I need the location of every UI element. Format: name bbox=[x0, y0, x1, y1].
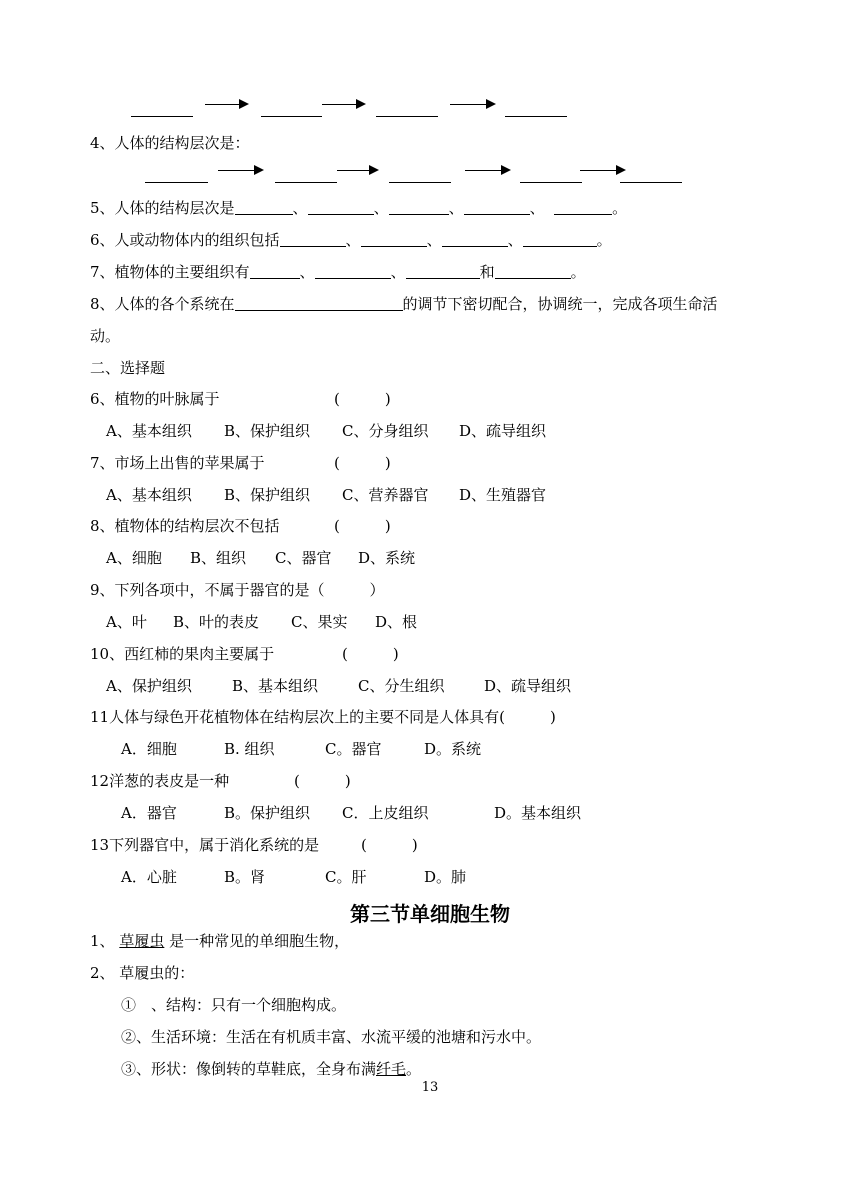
option-d[interactable]: D、根 bbox=[375, 613, 418, 631]
answer-paren[interactable]: ( ) bbox=[334, 454, 391, 472]
question-5 bbox=[90, 198, 627, 218]
question-stem: 12洋葱的表皮是一种 bbox=[90, 772, 230, 790]
blank-line bbox=[389, 182, 451, 183]
separator: 、 bbox=[507, 231, 523, 249]
option-b[interactable]: B、叶的表皮 bbox=[173, 613, 260, 631]
q7-and: 和 bbox=[479, 263, 495, 281]
option-a[interactable]: A、叶 bbox=[106, 613, 147, 631]
option-c[interactable]: C、营养器官 bbox=[342, 486, 429, 504]
option-c[interactable]: C、分身组织 bbox=[342, 422, 429, 440]
item-end: 。 bbox=[406, 1060, 422, 1078]
separator: 、 bbox=[345, 231, 361, 249]
option-c[interactable]: C、分生组织 bbox=[358, 677, 445, 695]
answer-blank[interactable] bbox=[308, 200, 374, 215]
option-b[interactable]: B、组织 bbox=[190, 549, 247, 567]
option-a[interactable]: A、基本组织 bbox=[106, 422, 192, 440]
q8-rest: 的调节下密切配合，协调统一，完成各项生命活 bbox=[402, 295, 718, 313]
question-stem: 13下列器官中，属于消化系统的是 bbox=[90, 836, 320, 854]
option-a[interactable]: A、保护组织 bbox=[106, 677, 192, 695]
item-text: 是一种常见的单细胞生物， bbox=[169, 932, 350, 950]
q7-end: 。 bbox=[570, 263, 586, 281]
option-a[interactable]: A．心脏 bbox=[121, 868, 177, 886]
option-d[interactable]: D。系统 bbox=[424, 740, 482, 758]
item-text: ③、形状：像倒转的草鞋底，全身布满 bbox=[121, 1060, 377, 1078]
question-stem: 6、植物的叶脉属于 bbox=[90, 390, 220, 408]
question-7-fill bbox=[90, 262, 586, 282]
option-a[interactable]: A．细胞 bbox=[121, 740, 177, 758]
blank-line bbox=[620, 182, 682, 183]
option-d[interactable]: D、生殖器官 bbox=[459, 486, 547, 504]
blank-line bbox=[520, 182, 582, 183]
answer-blank[interactable] bbox=[235, 296, 403, 311]
underlined-term: 草履虫 bbox=[119, 932, 165, 950]
question-stem: 8、植物体的结构层次不包括 bbox=[90, 517, 280, 535]
section3-line-1 bbox=[90, 931, 349, 951]
option-d[interactable]: D、系统 bbox=[358, 549, 416, 567]
question-stem: 11人体与绿色开花植物体在结构层次上的主要不同是人体具有( ) bbox=[90, 708, 556, 726]
q5-end: 。 bbox=[612, 199, 628, 217]
item-number: 1、 bbox=[90, 932, 115, 950]
section3-line-2: 2、 草履虫的： bbox=[90, 964, 195, 982]
arrow-right-icon bbox=[337, 170, 377, 171]
separator: 、 bbox=[292, 199, 308, 217]
blank-line bbox=[505, 116, 567, 117]
underlined-term: 纤毛 bbox=[376, 1060, 407, 1078]
blank-line bbox=[376, 116, 438, 117]
answer-paren[interactable]: ( ) bbox=[294, 772, 351, 790]
question-stem: 9、下列各项中，不属于器官的是（ ） bbox=[90, 581, 385, 599]
blank-line bbox=[275, 182, 337, 183]
separator: 、 bbox=[448, 199, 464, 217]
q7-text: 7、植物体的主要组织有 bbox=[90, 263, 250, 281]
answer-blank[interactable] bbox=[389, 200, 449, 215]
section3-line-4: ②、生活环境：生活在有机质丰富、水流平缓的池塘和污水中。 bbox=[121, 1028, 542, 1046]
option-b[interactable]: B、基本组织 bbox=[232, 677, 319, 695]
arrow-right-icon bbox=[580, 170, 624, 171]
arrow-right-icon bbox=[465, 170, 509, 171]
option-a[interactable]: A、细胞 bbox=[106, 549, 162, 567]
option-b[interactable]: B。保护组织 bbox=[224, 804, 311, 822]
option-c[interactable]: C。器官 bbox=[325, 740, 382, 758]
section-title: 第三节单细胞生物 bbox=[350, 902, 510, 926]
option-a[interactable]: A．器官 bbox=[121, 804, 177, 822]
arrow-right-icon bbox=[218, 170, 262, 171]
question-8-cont: 动。 bbox=[90, 327, 121, 345]
page-number: 13 bbox=[421, 1080, 439, 1095]
arrow-right-icon bbox=[450, 104, 494, 105]
question-stem: 10、西红柿的果肉主要属于 bbox=[90, 645, 275, 663]
option-b[interactable]: B. 组织 bbox=[224, 740, 275, 758]
question-6-fill bbox=[90, 230, 612, 250]
section3-line-5 bbox=[121, 1059, 421, 1079]
option-c[interactable]: C、器官 bbox=[275, 549, 332, 567]
option-d[interactable]: D。肺 bbox=[424, 868, 467, 886]
option-b[interactable]: B、保护组织 bbox=[224, 422, 311, 440]
question-4: 4、人体的结构层次是： bbox=[90, 134, 250, 152]
answer-blank[interactable] bbox=[442, 232, 508, 247]
option-b[interactable]: B、保护组织 bbox=[224, 486, 311, 504]
option-a[interactable]: A、基本组织 bbox=[106, 486, 192, 504]
separator: 、 bbox=[373, 199, 389, 217]
option-d[interactable]: D、疏导组织 bbox=[484, 677, 572, 695]
separator: 、 bbox=[426, 231, 442, 249]
answer-blank[interactable] bbox=[464, 200, 530, 215]
answer-blank[interactable] bbox=[523, 232, 597, 247]
q6-end: 。 bbox=[596, 231, 612, 249]
choice-section-heading: 二、选择题 bbox=[90, 359, 166, 377]
blank-line bbox=[261, 116, 322, 117]
answer-blank[interactable] bbox=[280, 232, 346, 247]
q5-text: 5、人体的结构层次是 bbox=[90, 199, 235, 217]
option-c[interactable]: C、果实 bbox=[291, 613, 348, 631]
arrow-right-icon bbox=[322, 104, 364, 105]
separator: 、 bbox=[299, 263, 315, 281]
answer-blank[interactable] bbox=[361, 232, 427, 247]
separator: 、 bbox=[529, 199, 545, 217]
answer-blank[interactable] bbox=[250, 264, 300, 279]
option-b[interactable]: B。肾 bbox=[224, 868, 266, 886]
question-stem: 7、市场上出售的苹果属于 bbox=[90, 454, 265, 472]
answer-paren[interactable]: ( ) bbox=[342, 645, 399, 663]
q8-text: 8、人体的各个系统在 bbox=[90, 295, 235, 313]
answer-blank[interactable] bbox=[235, 200, 293, 215]
option-c[interactable]: C。肝 bbox=[325, 868, 367, 886]
option-c[interactable]: C．上皮组织 bbox=[342, 804, 429, 822]
question-8-fill bbox=[90, 294, 718, 314]
blank-line bbox=[131, 116, 193, 117]
answer-blank[interactable] bbox=[406, 264, 480, 279]
answer-paren[interactable]: ( ) bbox=[361, 836, 418, 854]
section3-line-3: ① 、结构：只有一个细胞构成。 bbox=[121, 996, 347, 1014]
answer-paren[interactable]: ( ) bbox=[334, 390, 391, 408]
answer-paren[interactable]: ( ) bbox=[334, 517, 391, 535]
answer-blank[interactable] bbox=[554, 200, 612, 215]
option-d[interactable]: D。基本组织 bbox=[494, 804, 582, 822]
answer-blank[interactable] bbox=[315, 264, 391, 279]
blank-line bbox=[145, 182, 208, 183]
answer-blank[interactable] bbox=[495, 264, 571, 279]
separator: 、 bbox=[390, 263, 406, 281]
arrow-right-icon bbox=[205, 104, 247, 105]
option-d[interactable]: D、疏导组织 bbox=[459, 422, 547, 440]
q6-text: 6、人或动物体内的组织包括 bbox=[90, 231, 280, 249]
